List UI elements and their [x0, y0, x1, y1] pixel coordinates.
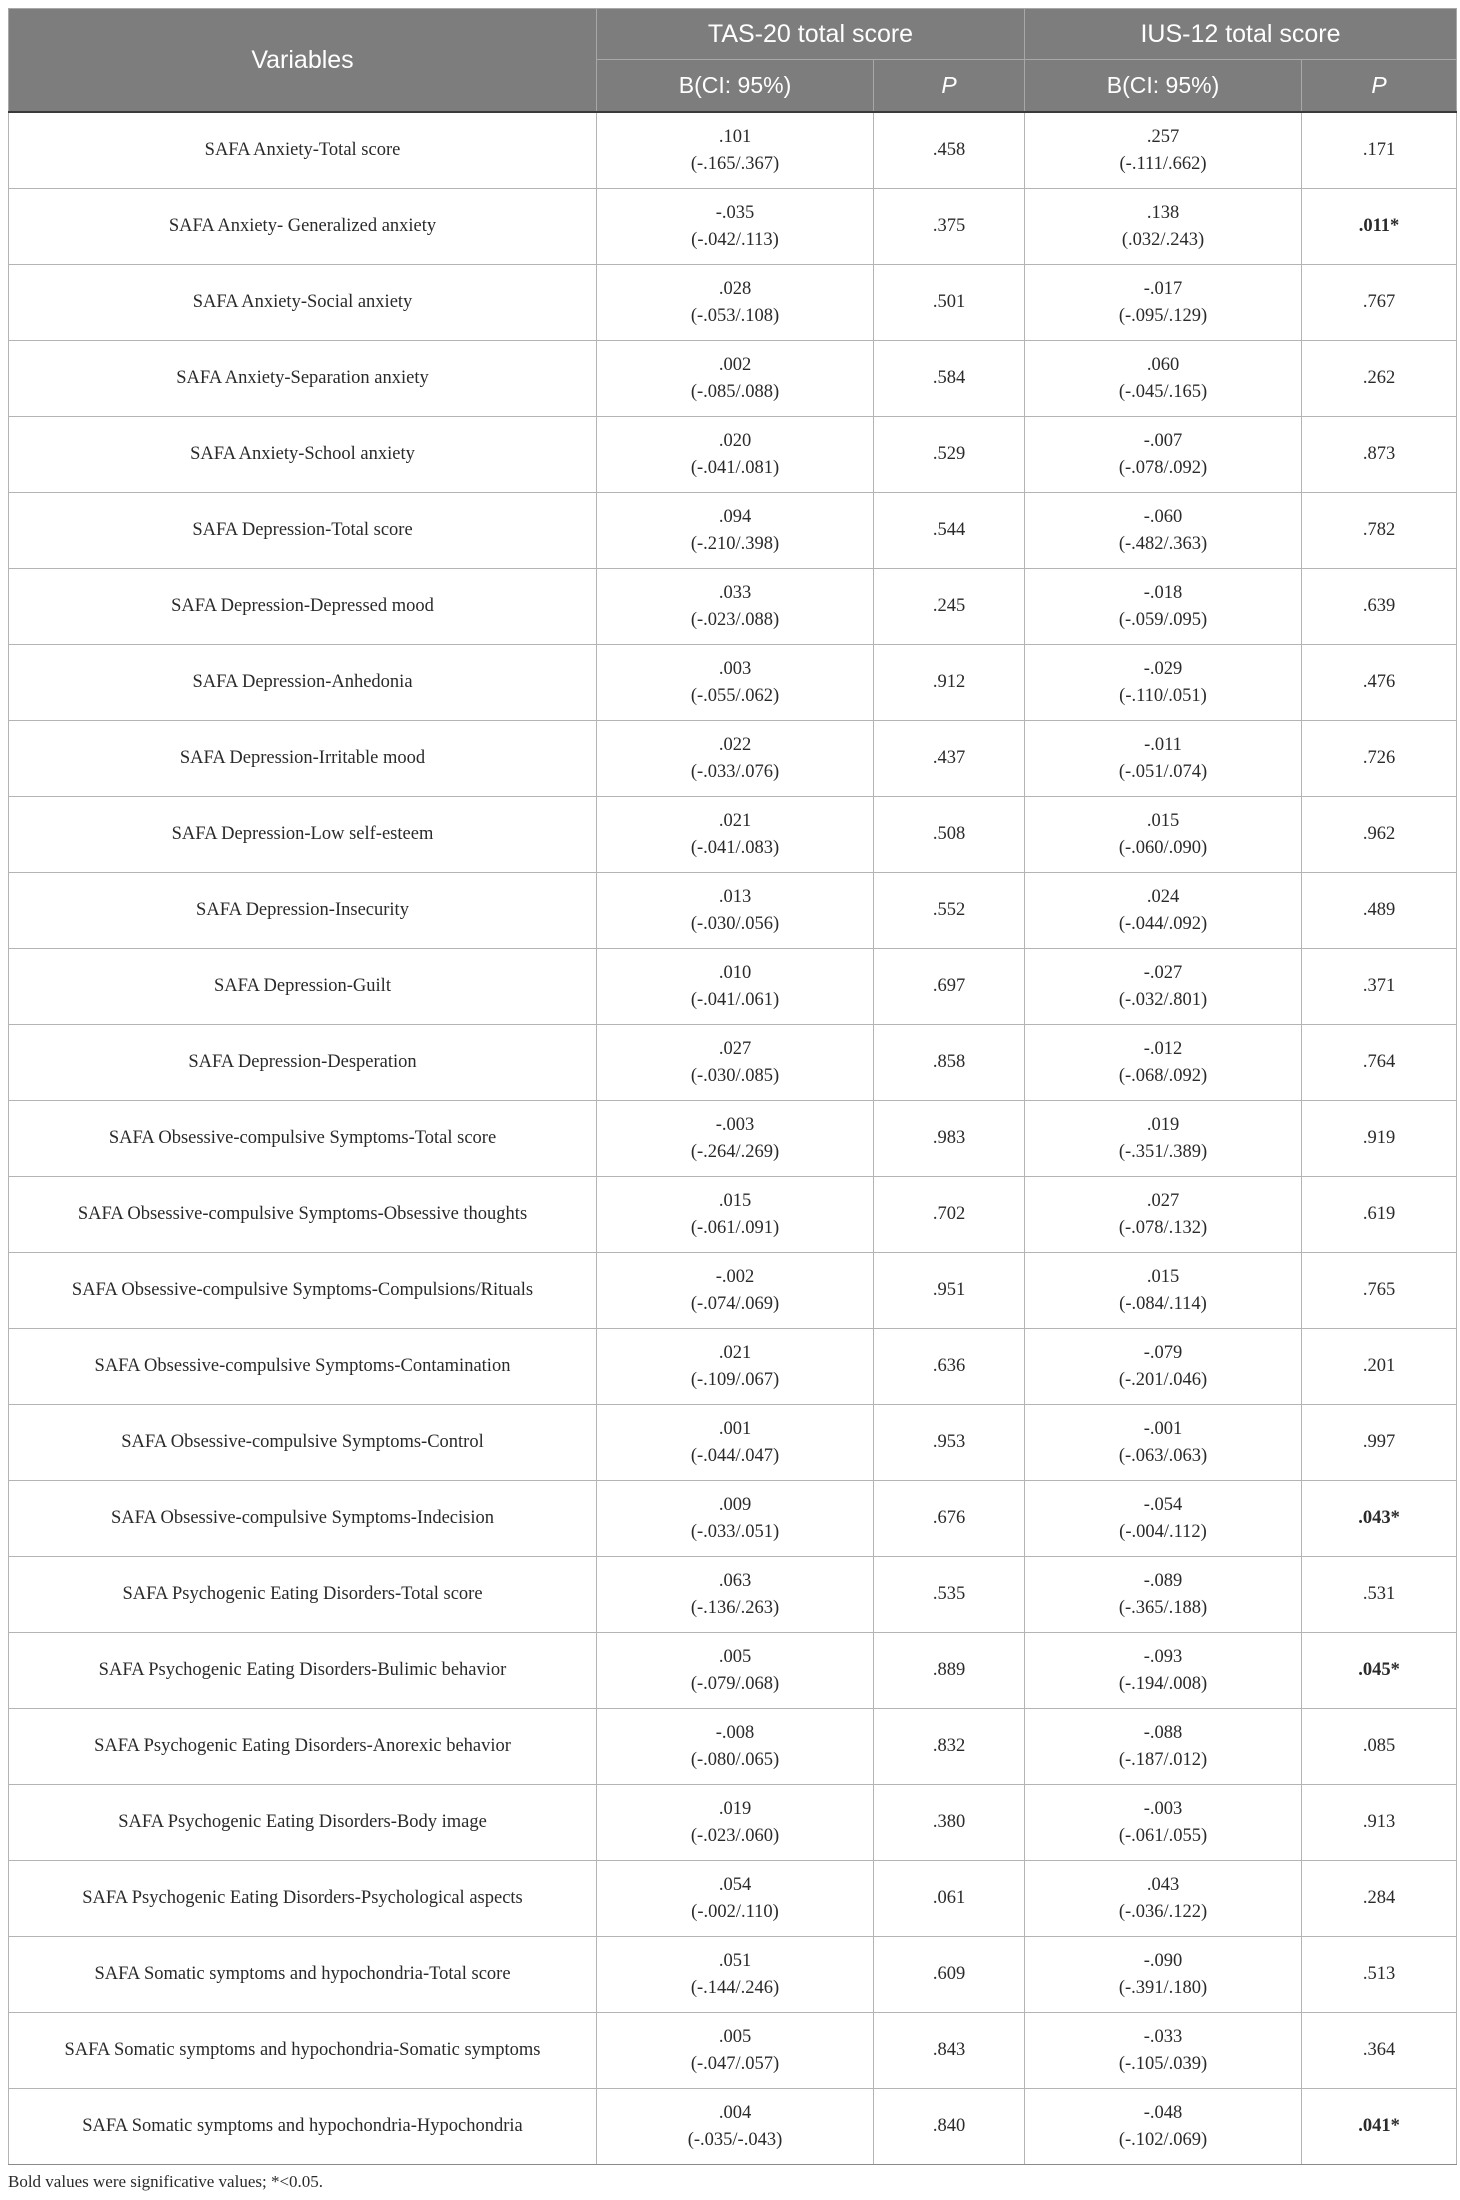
variable-cell: SAFA Obsessive-compulsive Symptoms-Indecision — [9, 1481, 597, 1557]
ius-ci-value: (-.036/.122) — [1118, 1901, 1208, 1922]
tas-ci-value: (-.047/.057) — [690, 2053, 780, 2074]
tas-b-ci-cell — [597, 265, 874, 341]
tas-b-value: .001 — [718, 1418, 752, 1439]
ius-ci-value: (-.051/.074) — [1118, 761, 1208, 782]
ius-ci-value: (-.351/.389) — [1118, 1141, 1208, 1162]
ius-p-cell: .765 — [1302, 1253, 1457, 1329]
ius-b-value: .257 — [1146, 126, 1180, 147]
ius-b-ci-cell — [1025, 1405, 1302, 1481]
ius-ci-value: (-.095/.129) — [1118, 305, 1208, 326]
tas-b-ci-cell — [597, 1937, 874, 2013]
tas-b-value: .033 — [718, 582, 752, 603]
ius-p-cell: .919 — [1302, 1101, 1457, 1177]
tas-b-ci-cell — [597, 1253, 874, 1329]
tas-b-ci-cell — [597, 1861, 874, 1937]
ius-p-cell: .764 — [1302, 1025, 1457, 1101]
tas-b-value: .009 — [718, 1494, 752, 1515]
tas-b-value: .005 — [718, 2026, 752, 2047]
ius-p-cell: .619 — [1302, 1177, 1457, 1253]
tas-p-cell: .983 — [874, 1101, 1025, 1177]
ius-ci-value: (-.061/.055) — [1118, 1825, 1208, 1846]
variable-cell: SAFA Somatic symptoms and hypochondria-Somatic symptoms — [9, 2013, 597, 2089]
ius-ci-value: (-.482/.363) — [1118, 533, 1208, 554]
table-header — [9, 9, 1457, 113]
ius-b-value: -.012 — [1143, 1038, 1183, 1059]
tas-ci-value: (-.080/.065) — [690, 1749, 780, 1770]
ius-b-ci-cell — [1025, 417, 1302, 493]
variable-cell: SAFA Anxiety-Total score — [9, 112, 597, 189]
tas-ci-value: (-.023/.060) — [690, 1825, 780, 1846]
ius-b-ci-cell — [1025, 645, 1302, 721]
tas-p-cell: .375 — [874, 189, 1025, 265]
ius-b-ci-cell — [1025, 341, 1302, 417]
tas-p-cell: .858 — [874, 1025, 1025, 1101]
table-row — [9, 341, 1457, 417]
tas-b-ci-cell — [597, 873, 874, 949]
tas-ci-value: (-.042/.113) — [691, 229, 779, 250]
table-row — [9, 645, 1457, 721]
variable-cell: SAFA Somatic symptoms and hypochondria-Total score — [9, 1937, 597, 2013]
ius-p-cell: .531 — [1302, 1557, 1457, 1633]
ius-p-cell: .284 — [1302, 1861, 1457, 1937]
ius-b-value: -.060 — [1143, 506, 1183, 527]
tas-p-cell: .889 — [874, 1633, 1025, 1709]
tas-b-value: .051 — [718, 1950, 752, 1971]
table-row — [9, 2013, 1457, 2089]
ius-ci-value: (-.045/.165) — [1118, 381, 1208, 402]
tas-b-value: .005 — [718, 1646, 752, 1667]
tas-b-value: -.008 — [715, 1722, 755, 1743]
tas-ci-value: (-.074/.069) — [690, 1293, 780, 1314]
ius-ci-value: (-.111/.662) — [1119, 153, 1207, 174]
variable-cell: SAFA Psychogenic Eating Disorders-Anorexic behavior — [9, 1709, 597, 1785]
header-tas-p: P — [874, 60, 1025, 113]
table-body — [9, 112, 1457, 2165]
ius-p-cell: .873 — [1302, 417, 1457, 493]
ius-ci-value: (-.059/.095) — [1118, 609, 1208, 630]
tas-ci-value: (-.165/.367) — [690, 153, 780, 174]
table-row — [9, 1861, 1457, 1937]
ius-p-cell: .489 — [1302, 873, 1457, 949]
tas-b-ci-cell — [597, 1633, 874, 1709]
ius-b-value: -.033 — [1143, 2026, 1183, 2047]
tas-b-ci-cell — [597, 1025, 874, 1101]
ius-b-value: -.003 — [1143, 1798, 1183, 1819]
table-row — [9, 797, 1457, 873]
tas-b-ci-cell — [597, 1177, 874, 1253]
table-row — [9, 1329, 1457, 1405]
ius-b-ci-cell — [1025, 1481, 1302, 1557]
table-row — [9, 1633, 1457, 1709]
table-row — [9, 265, 1457, 341]
ius-b-value: .019 — [1146, 1114, 1180, 1135]
ius-b-value: -.029 — [1143, 658, 1183, 679]
tas-b-ci-cell — [597, 341, 874, 417]
table-row — [9, 1101, 1457, 1177]
variable-cell: SAFA Psychogenic Eating Disorders-Body image — [9, 1785, 597, 1861]
tas-b-ci-cell — [597, 949, 874, 1025]
ius-b-value: .024 — [1146, 886, 1180, 907]
tas-b-value: .028 — [718, 278, 752, 299]
tas-ci-value: (-.210/.398) — [690, 533, 780, 554]
table-footnote: Bold values were significative values; *<0.05. — [8, 2172, 324, 2191]
tas-ci-value: (-.085/.088) — [690, 381, 780, 402]
tas-b-value: .004 — [718, 2102, 752, 2123]
tas-b-value: -.035 — [715, 202, 755, 223]
variable-cell: SAFA Psychogenic Eating Disorders-Total score — [9, 1557, 597, 1633]
ius-ci-value: (-.068/.092) — [1118, 1065, 1208, 1086]
tas-ci-value: (-.109/.067) — [690, 1369, 780, 1390]
ius-p-cell: .041* — [1302, 2089, 1457, 2165]
ius-b-ci-cell — [1025, 1861, 1302, 1937]
tas-p-cell: .552 — [874, 873, 1025, 949]
ius-b-ci-cell — [1025, 1709, 1302, 1785]
variable-cell: SAFA Depression-Insecurity — [9, 873, 597, 949]
ius-p-cell: .201 — [1302, 1329, 1457, 1405]
tas-p-cell: .951 — [874, 1253, 1025, 1329]
ius-b-value: .138 — [1146, 202, 1180, 223]
ius-ci-value: (-.110/.051) — [1119, 685, 1207, 706]
tas-ci-value: (-.044/.047) — [690, 1445, 780, 1466]
header-ius-b-ci: B(CI: 95%) — [1025, 60, 1302, 113]
tas-b-value: .020 — [718, 430, 752, 451]
tas-b-value: .101 — [718, 126, 752, 147]
tas-ci-value: (-.136/.263) — [690, 1597, 780, 1618]
table-row — [9, 1785, 1457, 1861]
tas-p-cell: .609 — [874, 1937, 1025, 2013]
ius-p-cell: .913 — [1302, 1785, 1457, 1861]
tas-b-ci-cell — [597, 1557, 874, 1633]
variable-cell: SAFA Anxiety-Social anxiety — [9, 265, 597, 341]
table-row — [9, 1557, 1457, 1633]
tas-p-cell: .912 — [874, 645, 1025, 721]
tas-p-cell: .702 — [874, 1177, 1025, 1253]
ius-b-value: -.007 — [1143, 430, 1183, 451]
ius-b-value: -.079 — [1143, 1342, 1183, 1363]
tas-p-cell: .832 — [874, 1709, 1025, 1785]
ius-b-ci-cell — [1025, 1025, 1302, 1101]
tas-b-ci-cell — [597, 2013, 874, 2089]
tas-b-ci-cell — [597, 493, 874, 569]
variable-cell: SAFA Depression-Depressed mood — [9, 569, 597, 645]
tas-ci-value: (-.079/.068) — [690, 1673, 780, 1694]
ius-ci-value: (-.078/.132) — [1118, 1217, 1208, 1238]
table-row — [9, 949, 1457, 1025]
tas-ci-value: (-.041/.061) — [690, 989, 780, 1010]
header-ius12: IUS-12 total score — [1025, 9, 1457, 60]
tas-b-value: .021 — [718, 1342, 752, 1363]
ius-b-value: -.093 — [1143, 1646, 1183, 1667]
tas-ci-value: (-.053/.108) — [690, 305, 780, 326]
ius-p-cell: .364 — [1302, 2013, 1457, 2089]
variable-cell: SAFA Obsessive-compulsive Symptoms-Total score — [9, 1101, 597, 1177]
ius-p-cell: .513 — [1302, 1937, 1457, 2013]
variable-cell: SAFA Depression-Desperation — [9, 1025, 597, 1101]
ius-p-cell: .639 — [1302, 569, 1457, 645]
tas-b-ci-cell — [597, 189, 874, 265]
ius-b-value: .027 — [1146, 1190, 1180, 1211]
table-row — [9, 2089, 1457, 2165]
ius-ci-value: (-.194/.008) — [1118, 1673, 1208, 1694]
table-row — [9, 493, 1457, 569]
tas-p-cell: .529 — [874, 417, 1025, 493]
ius-b-ci-cell — [1025, 493, 1302, 569]
variable-cell: SAFA Depression-Guilt — [9, 949, 597, 1025]
variable-cell: SAFA Obsessive-compulsive Symptoms-Obsessive thoughts — [9, 1177, 597, 1253]
tas-p-cell: .544 — [874, 493, 1025, 569]
ius-b-ci-cell — [1025, 1633, 1302, 1709]
ius-b-ci-cell — [1025, 1785, 1302, 1861]
tas-p-cell: .953 — [874, 1405, 1025, 1481]
ius-b-value: -.017 — [1143, 278, 1183, 299]
tas-p-cell: .437 — [874, 721, 1025, 797]
tas-b-ci-cell — [597, 1709, 874, 1785]
tas-p-cell: .061 — [874, 1861, 1025, 1937]
tas-b-value: .063 — [718, 1570, 752, 1591]
ius-b-ci-cell — [1025, 721, 1302, 797]
ius-ci-value: (-.102/.069) — [1118, 2129, 1208, 2150]
ius-ci-value: (-.078/.092) — [1118, 457, 1208, 478]
table-row — [9, 417, 1457, 493]
tas-ci-value: (-.030/.056) — [690, 913, 780, 934]
ius-ci-value: (-.004/.112) — [1119, 1521, 1207, 1542]
ius-p-cell: .997 — [1302, 1405, 1457, 1481]
ius-b-ci-cell — [1025, 1101, 1302, 1177]
ius-b-ci-cell — [1025, 1177, 1302, 1253]
tas-p-cell: .840 — [874, 2089, 1025, 2165]
ius-p-cell: .045* — [1302, 1633, 1457, 1709]
tas-ci-value: (-.033/.076) — [690, 761, 780, 782]
tas-ci-value: (-.041/.081) — [690, 457, 780, 478]
tas-b-ci-cell — [597, 1405, 874, 1481]
table-row — [9, 1253, 1457, 1329]
tas-b-value: .019 — [718, 1798, 752, 1819]
table-row — [9, 1937, 1457, 2013]
ius-b-ci-cell — [1025, 1329, 1302, 1405]
ius-b-ci-cell — [1025, 265, 1302, 341]
ius-ci-value: (-.105/.039) — [1118, 2053, 1208, 2074]
ius-p-cell: .043* — [1302, 1481, 1457, 1557]
tas-p-cell: .535 — [874, 1557, 1025, 1633]
ius-ci-value: (-.201/.046) — [1118, 1369, 1208, 1390]
table-row — [9, 1481, 1457, 1557]
ius-p-cell: .962 — [1302, 797, 1457, 873]
tas-b-value: -.002 — [715, 1266, 755, 1287]
ius-b-ci-cell — [1025, 189, 1302, 265]
tas-ci-value: (-.030/.085) — [690, 1065, 780, 1086]
ius-ci-value: (-.044/.092) — [1118, 913, 1208, 934]
table-row — [9, 569, 1457, 645]
ius-b-value: .015 — [1146, 810, 1180, 831]
variable-cell: SAFA Obsessive-compulsive Symptoms-Contamination — [9, 1329, 597, 1405]
ius-b-value: -.090 — [1143, 1950, 1183, 1971]
table-row — [9, 1405, 1457, 1481]
tas-b-value: .013 — [718, 886, 752, 907]
table-row — [9, 873, 1457, 949]
ius-b-value: -.048 — [1143, 2102, 1183, 2123]
header-variables: Variables — [9, 9, 597, 113]
ius-p-cell: .476 — [1302, 645, 1457, 721]
ius-p-cell: .085 — [1302, 1709, 1457, 1785]
ius-p-cell: .726 — [1302, 721, 1457, 797]
header-tas20: TAS-20 total score — [597, 9, 1025, 60]
ius-b-ci-cell — [1025, 569, 1302, 645]
ius-b-value: -.054 — [1143, 1494, 1183, 1515]
tas-b-ci-cell — [597, 2089, 874, 2165]
tas-ci-value: (-.041/.083) — [690, 837, 780, 858]
variable-cell: SAFA Somatic symptoms and hypochondria-Hypochondria — [9, 2089, 597, 2165]
ius-b-value: -.089 — [1143, 1570, 1183, 1591]
regression-table — [8, 8, 1457, 2165]
ius-ci-value: (-.032/.801) — [1118, 989, 1208, 1010]
tas-b-value: .015 — [718, 1190, 752, 1211]
variable-cell: SAFA Depression-Anhedonia — [9, 645, 597, 721]
table-row — [9, 1025, 1457, 1101]
ius-b-value: -.027 — [1143, 962, 1183, 983]
tas-b-ci-cell — [597, 569, 874, 645]
regression-table-container — [8, 8, 1456, 2165]
ius-p-cell: .767 — [1302, 265, 1457, 341]
ius-b-ci-cell — [1025, 1557, 1302, 1633]
ius-ci-value: (-.391/.180) — [1118, 1977, 1208, 1998]
ius-p-cell: .011* — [1302, 189, 1457, 265]
ius-b-ci-cell — [1025, 1937, 1302, 2013]
tas-b-value: -.003 — [715, 1114, 755, 1135]
tas-ci-value: (-.002/.110) — [691, 1901, 779, 1922]
tas-ci-value: (-.023/.088) — [690, 609, 780, 630]
tas-ci-value: (-.035/-.043) — [687, 2129, 783, 2150]
tas-ci-value: (-.033/.051) — [690, 1521, 780, 1542]
ius-b-ci-cell — [1025, 2013, 1302, 2089]
tas-p-cell: .508 — [874, 797, 1025, 873]
ius-ci-value: (-.365/.188) — [1118, 1597, 1208, 1618]
ius-ci-value: (-.063/.063) — [1118, 1445, 1208, 1466]
variable-cell: SAFA Depression-Total score — [9, 493, 597, 569]
ius-b-value: .015 — [1146, 1266, 1180, 1287]
tas-b-value: .003 — [718, 658, 752, 679]
tas-b-value: .027 — [718, 1038, 752, 1059]
ius-b-value: -.018 — [1143, 582, 1183, 603]
variable-cell: SAFA Psychogenic Eating Disorders-Bulimic behavior — [9, 1633, 597, 1709]
table-row — [9, 1177, 1457, 1253]
tas-b-value: .021 — [718, 810, 752, 831]
tas-p-cell: .843 — [874, 2013, 1025, 2089]
tas-ci-value: (-.055/.062) — [690, 685, 780, 706]
tas-p-cell: .380 — [874, 1785, 1025, 1861]
ius-ci-value: (-.084/.114) — [1119, 1293, 1207, 1314]
ius-p-cell: .171 — [1302, 112, 1457, 189]
tas-p-cell: .697 — [874, 949, 1025, 1025]
variable-cell: SAFA Depression-Irritable mood — [9, 721, 597, 797]
tas-b-ci-cell — [597, 797, 874, 873]
variable-cell: SAFA Anxiety- Generalized anxiety — [9, 189, 597, 265]
tas-p-cell: .245 — [874, 569, 1025, 645]
ius-ci-value: (-.187/.012) — [1118, 1749, 1208, 1770]
ius-b-ci-cell — [1025, 112, 1302, 189]
ius-b-ci-cell — [1025, 797, 1302, 873]
header-tas-b-ci: B(CI: 95%) — [597, 60, 874, 113]
tas-b-value: .022 — [718, 734, 752, 755]
table-row — [9, 112, 1457, 189]
ius-p-cell: .262 — [1302, 341, 1457, 417]
ius-b-value: .060 — [1146, 354, 1180, 375]
tas-p-cell: .584 — [874, 341, 1025, 417]
tas-b-ci-cell — [597, 1101, 874, 1177]
ius-b-ci-cell — [1025, 949, 1302, 1025]
tas-b-ci-cell — [597, 721, 874, 797]
ius-b-ci-cell — [1025, 2089, 1302, 2165]
ius-b-value: -.088 — [1143, 1722, 1183, 1743]
variable-cell: SAFA Depression-Low self-esteem — [9, 797, 597, 873]
tas-p-cell: .458 — [874, 112, 1025, 189]
tas-p-cell: .676 — [874, 1481, 1025, 1557]
variable-cell: SAFA Psychogenic Eating Disorders-Psychological aspects — [9, 1861, 597, 1937]
ius-b-value: -.011 — [1144, 734, 1182, 755]
tas-p-cell: .501 — [874, 265, 1025, 341]
tas-p-cell: .636 — [874, 1329, 1025, 1405]
table-row — [9, 189, 1457, 265]
ius-b-ci-cell — [1025, 1253, 1302, 1329]
ius-p-cell: .782 — [1302, 493, 1457, 569]
tas-ci-value: (-.264/.269) — [690, 1141, 780, 1162]
table-row — [9, 1709, 1457, 1785]
tas-b-ci-cell — [597, 645, 874, 721]
ius-ci-value: (.032/.243) — [1121, 229, 1205, 250]
header-ius-p: P — [1302, 60, 1457, 113]
tas-b-ci-cell — [597, 1785, 874, 1861]
tas-b-value: .002 — [718, 354, 752, 375]
tas-b-ci-cell — [597, 112, 874, 189]
tas-b-value: .094 — [718, 506, 752, 527]
ius-b-value: -.001 — [1143, 1418, 1183, 1439]
ius-b-ci-cell — [1025, 873, 1302, 949]
tas-b-value: .054 — [718, 1874, 752, 1895]
tas-ci-value: (-.061/.091) — [690, 1217, 780, 1238]
tas-b-value: .010 — [718, 962, 752, 983]
ius-b-value: .043 — [1146, 1874, 1180, 1895]
tas-b-ci-cell — [597, 417, 874, 493]
variable-cell: SAFA Anxiety-Separation anxiety — [9, 341, 597, 417]
ius-p-cell: .371 — [1302, 949, 1457, 1025]
ius-ci-value: (-.060/.090) — [1118, 837, 1208, 858]
tas-b-ci-cell — [597, 1329, 874, 1405]
tas-b-ci-cell — [597, 1481, 874, 1557]
variable-cell: SAFA Obsessive-compulsive Symptoms-Compulsions/Rituals — [9, 1253, 597, 1329]
tas-ci-value: (-.144/.246) — [690, 1977, 780, 1998]
variable-cell: SAFA Anxiety-School anxiety — [9, 417, 597, 493]
variable-cell: SAFA Obsessive-compulsive Symptoms-Control — [9, 1405, 597, 1481]
table-row — [9, 721, 1457, 797]
